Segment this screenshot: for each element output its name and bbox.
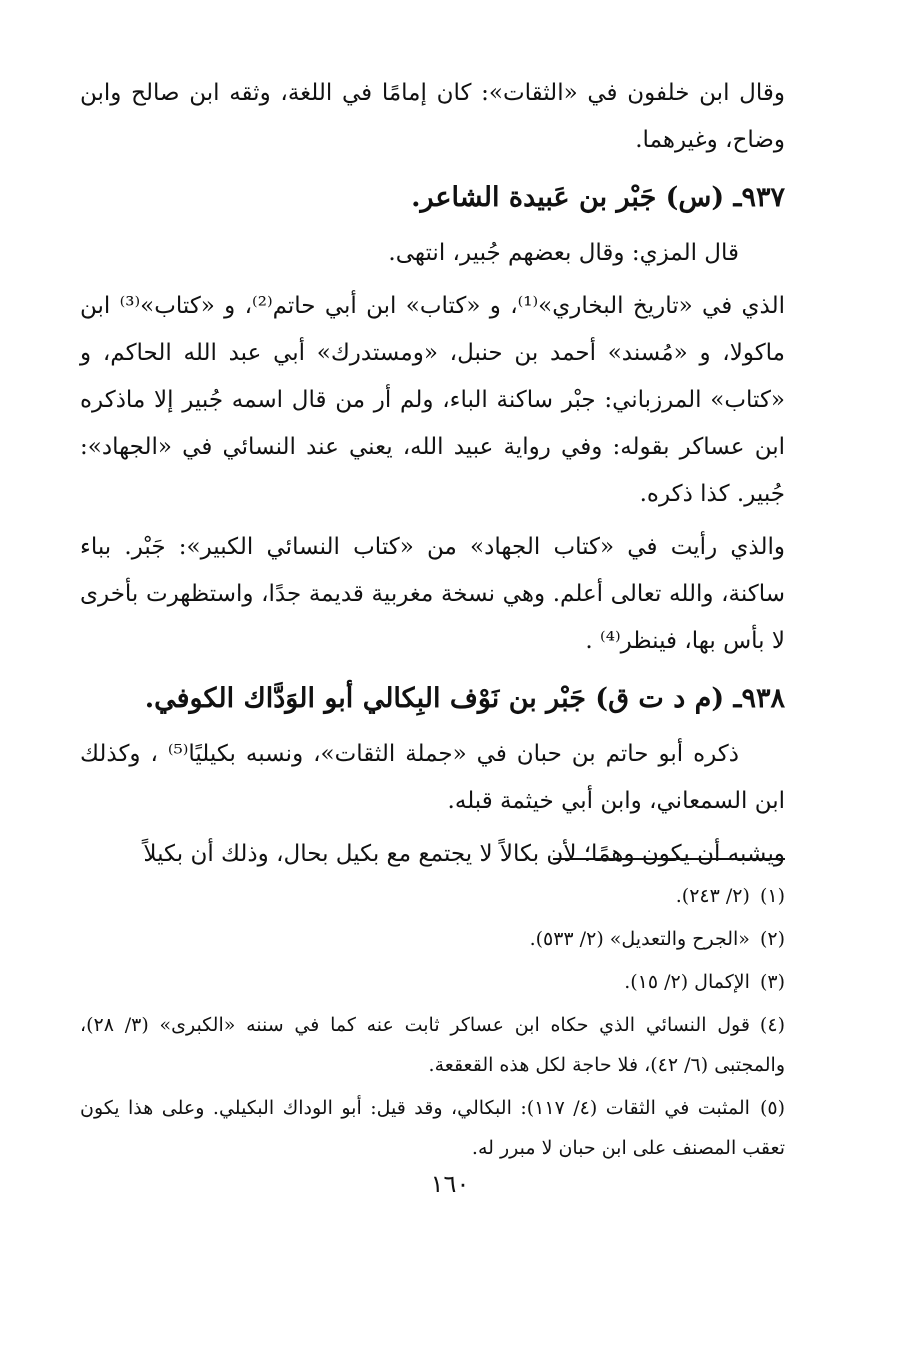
footnote-text: «الجرح والتعديل» (٢/ ٥٣٣).: [529, 928, 750, 950]
paragraph-nasai: والذي رأيت في «كتاب الجهاد» من «كتاب النسائي الكبير»: جَبْر. بباء ساكنة، والله تعالى أعلم. وهي نسخة مغربية قديمة جدًا، واستظهرت بأخرى لا بأس بها، فينظر⁽⁴⁾ .: [80, 534, 785, 654]
footnote-4: [80, 1005, 785, 1085]
footnote-divider: [553, 858, 785, 860]
paragraph-mizzi-quote: قال المزي: وقال بعضهم جُبير، انتهى.: [388, 240, 739, 266]
footnote-3: [80, 962, 785, 1002]
footnote-number: (٥): [759, 1097, 785, 1119]
footnote-2: [80, 919, 785, 959]
footnote-number: (١): [759, 885, 785, 907]
paragraph-bikal-note: ويشبه أن يكون وهمًا؛ لأن بكالاً لا يجتمع مع بكيل بحال، وذلك أن بكيلاً: [143, 841, 785, 867]
paragraph-ibn-hibban: ذكره أبو حاتم بن حبان في «جملة الثقات»، ونسبه بكيليًا⁽⁵⁾ ، وكذلك ابن السمعاني، وابن أبي خيثمة قبله.: [80, 741, 785, 814]
entry-heading-938: ٩٣٨ـ (م د ت ق) جَبْر بن نَوْف البِكالي أبو الوَدَّاك الكوفي.: [144, 683, 785, 714]
footnote-number: (٣): [759, 971, 785, 993]
footnote-number: (٤): [759, 1014, 785, 1036]
footnote-text: الإكمال (٢/ ١٥).: [624, 971, 750, 993]
footnotes: [80, 876, 785, 1171]
footnote-5: [80, 1088, 785, 1168]
footnote-text: المثبت في الثقات (٤/ ١١٧): البكالي، وقد قيل: أبو الوداك البكيلي. وعلى هذا يكون تعقب المصنف على ابن حبان لا مبرر له.: [80, 1097, 785, 1159]
footnote-text: قول النسائي الذي حكاه ابن عساكر ثابت عنه كما في سننه «الكبرى» (٣/ ٢٨)، والمجتبى (٦/ ٤٢)، فلا حاجة لكل هذه القعقعة.: [80, 1014, 785, 1076]
paragraph-ibn-khalfun: وقال ابن خلفون في «الثقات»: كان إمامًا في اللغة، وثقه ابن صالح وابن وضاح، وغيرهما.: [80, 80, 785, 153]
page-body: [80, 70, 786, 1159]
page-number: ١٦٠: [430, 1170, 470, 1198]
footnote-1: [80, 876, 785, 916]
footnote-text: (٢/ ٢٤٣).: [675, 885, 750, 907]
entry-heading-937: ٩٣٧ـ (س) جَبْر بن عَبيدة الشاعر.: [411, 182, 785, 213]
footnote-number: (٢): [759, 928, 785, 950]
paragraph-sources: الذي في «تاريخ البخاري»⁽¹⁾، و «كتاب» ابن أبي حاتم⁽²⁾، و «كتاب»⁽³⁾ ابن ماكولا، و «مُسند» أحمد بن حنبل، «ومستدرك» أبي عبد الله الحاكم، و «كتاب» المرزباني: جبْر ساكنة الباء، ولم أر من قال اسمه جُبير إلا ماذكره ابن عساكر بقوله: وفي رواية عبيد الله، يعني عند النسائي في «الجهاد»: جُبير. كذا ذكره.: [80, 293, 786, 507]
